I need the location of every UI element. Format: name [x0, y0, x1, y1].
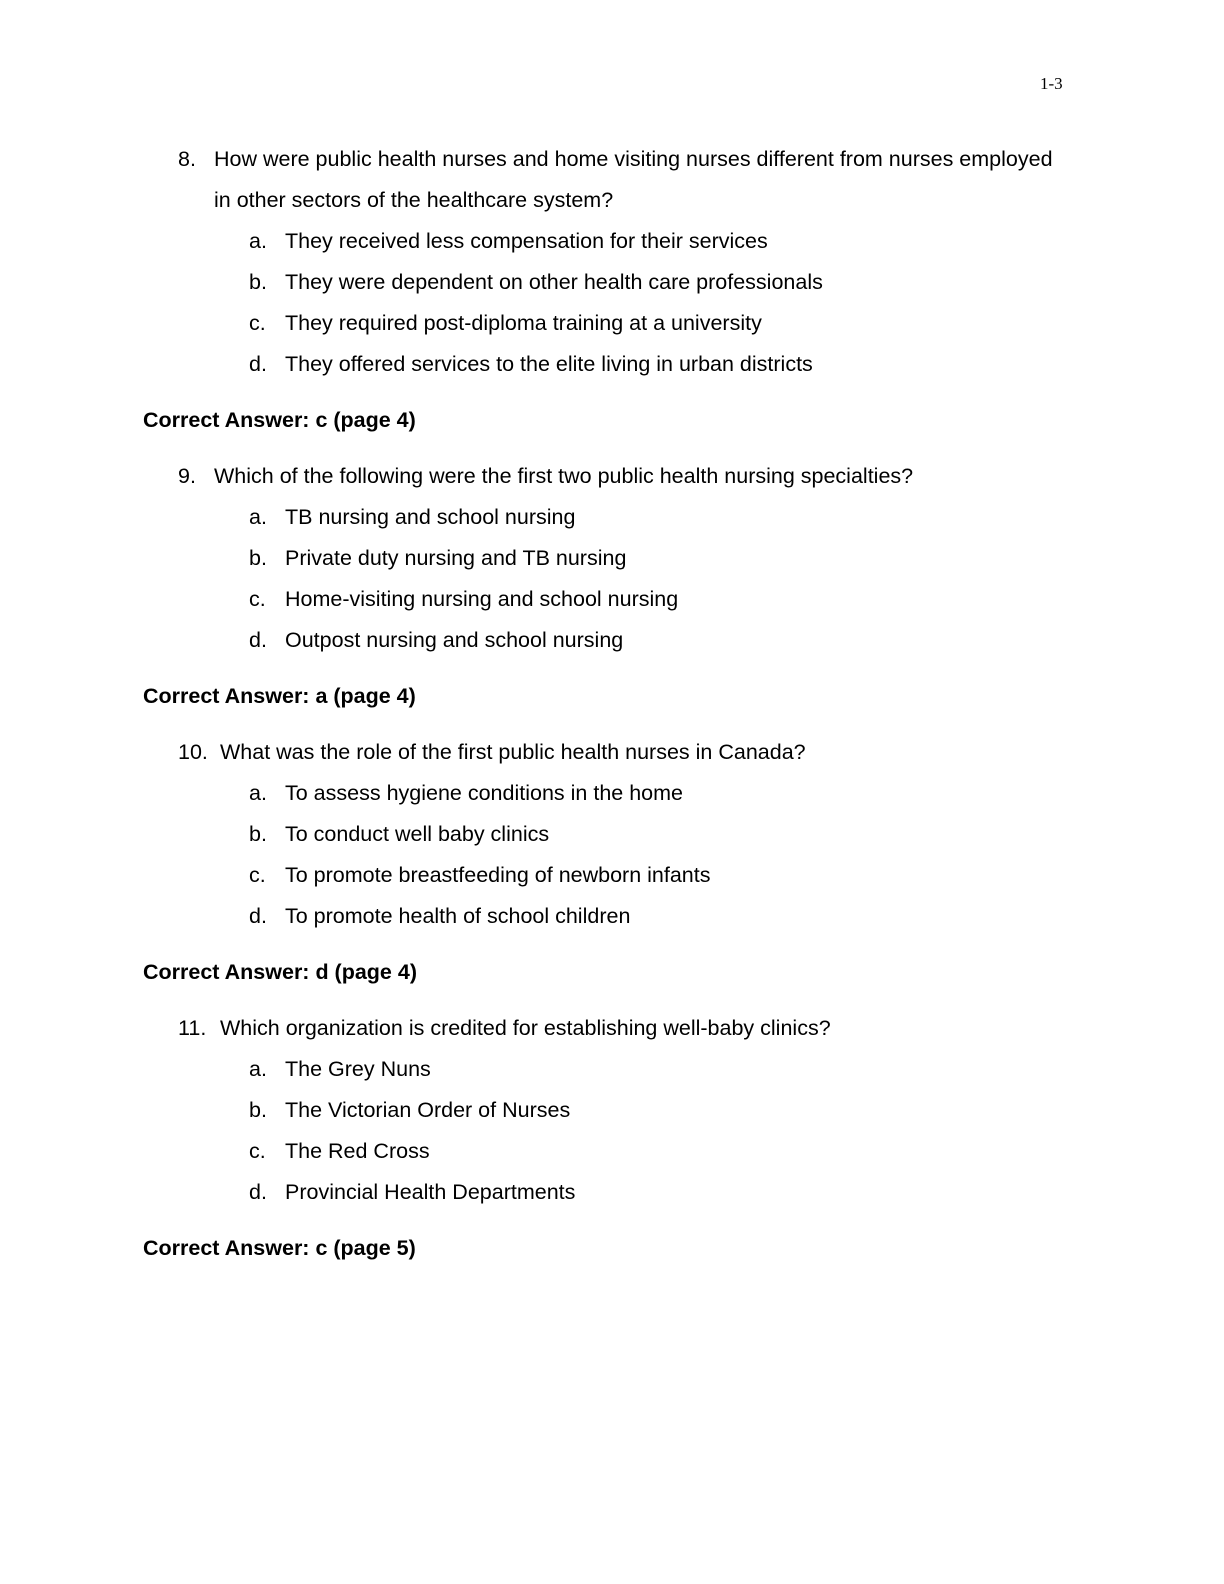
question-number: 8.	[178, 147, 196, 171]
option-letter: a.	[249, 781, 267, 805]
correct-answer: Correct Answer: c (page 5)	[143, 1236, 416, 1260]
option-c	[0, 1131, 1224, 1172]
option-b	[0, 538, 1224, 579]
page-number: 1-3	[1040, 74, 1063, 93]
option-letter: c.	[249, 863, 266, 887]
option-letter: d.	[249, 628, 267, 652]
option-letter: b.	[249, 1098, 267, 1122]
question-number: 10.	[178, 740, 208, 764]
option-b	[0, 262, 1224, 303]
option-letter: c.	[249, 587, 266, 611]
option-list	[0, 221, 1224, 385]
option-text: To assess hygiene conditions in the home	[285, 781, 683, 805]
option-text: The Red Cross	[285, 1139, 430, 1163]
option-letter: a.	[249, 1057, 267, 1081]
question-8	[0, 139, 1224, 441]
option-letter: d.	[249, 352, 267, 376]
option-text: The Victorian Order of Nurses	[285, 1098, 571, 1122]
option-letter: b.	[249, 546, 267, 570]
question-text: Which of the following were the first two public health nursing specialties?	[214, 464, 914, 488]
option-letter: a.	[249, 229, 267, 253]
option-a	[0, 497, 1224, 538]
question-10	[0, 732, 1224, 993]
option-letter: a.	[249, 505, 267, 529]
question-text: How were public health nurses and home visiting nurses different from nurses employed in other sectors of the healthcare system?	[214, 147, 1053, 212]
option-letter: d.	[249, 904, 267, 928]
option-d	[0, 1172, 1224, 1213]
option-list	[0, 1049, 1224, 1213]
option-a	[0, 773, 1224, 814]
question-stem	[0, 139, 1224, 221]
option-c	[0, 579, 1224, 620]
option-c	[0, 303, 1224, 344]
option-text: Home-visiting nursing and school nursing	[285, 587, 679, 611]
option-d	[0, 896, 1224, 937]
question-11	[0, 1008, 1224, 1269]
option-letter: d.	[249, 1180, 267, 1204]
option-text: They offered services to the elite living in urban districts	[285, 352, 813, 376]
option-letter: c.	[249, 1139, 266, 1163]
option-text: Outpost nursing and school nursing	[285, 628, 624, 652]
question-stem	[0, 1008, 1224, 1049]
option-d	[0, 620, 1224, 661]
question-stem	[0, 732, 1224, 773]
option-letter: c.	[249, 311, 266, 335]
option-list	[0, 497, 1224, 661]
option-text: The Grey Nuns	[285, 1057, 431, 1081]
correct-answer: Correct Answer: c (page 4)	[143, 408, 416, 432]
option-c	[0, 855, 1224, 896]
option-text: They required post-diploma training at a university	[285, 311, 762, 335]
correct-answer: Correct Answer: d (page 4)	[143, 960, 417, 984]
option-text: They received less compensation for their services	[285, 229, 768, 253]
option-letter: b.	[249, 822, 267, 846]
option-a	[0, 1049, 1224, 1090]
option-text: Provincial Health Departments	[285, 1180, 576, 1204]
option-letter: b.	[249, 270, 267, 294]
option-text: Private duty nursing and TB nursing	[285, 546, 627, 570]
question-stem	[0, 456, 1224, 497]
option-text: To conduct well baby clinics	[285, 822, 550, 846]
option-text: To promote health of school children	[285, 904, 631, 928]
option-text: TB nursing and school nursing	[285, 505, 576, 529]
question-text: Which organization is credited for establishing well-baby clinics?	[220, 1016, 831, 1040]
question-number: 11.	[178, 1016, 207, 1040]
question-9	[0, 456, 1224, 717]
option-text: To promote breastfeeding of newborn infants	[285, 863, 711, 887]
question-text: What was the role of the first public health nurses in Canada?	[220, 740, 806, 764]
option-d	[0, 344, 1224, 385]
option-a	[0, 221, 1224, 262]
option-list	[0, 773, 1224, 937]
option-b	[0, 814, 1224, 855]
correct-answer: Correct Answer: a (page 4)	[143, 684, 416, 708]
question-list	[0, 139, 1224, 1284]
option-b	[0, 1090, 1224, 1131]
question-number: 9.	[178, 464, 196, 488]
option-text: They were dependent on other health care professionals	[285, 270, 823, 294]
